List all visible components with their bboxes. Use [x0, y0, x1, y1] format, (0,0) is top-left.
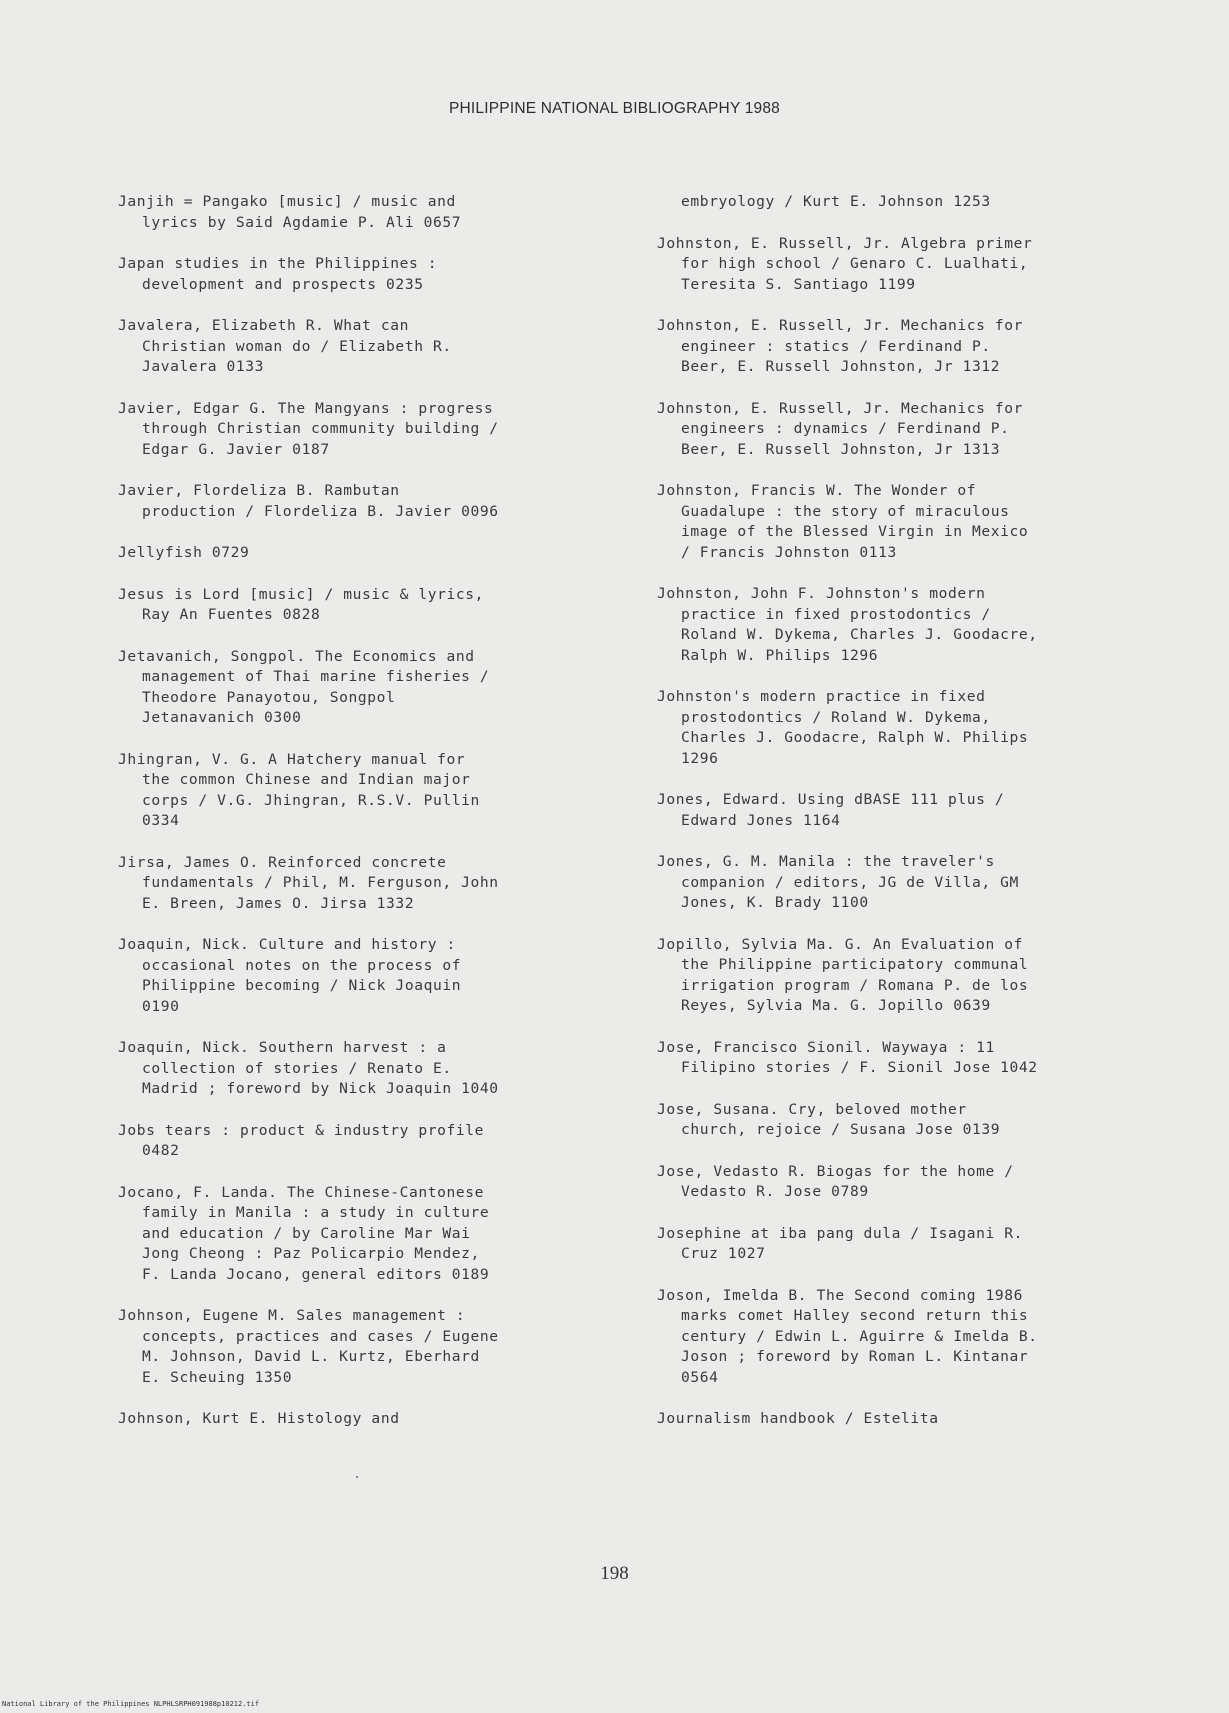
- bib-entry: Johnston, Francis W. The Wonder of Guadalupe : the story of miraculous image of the Blessed Virgin in Mexico / Francis Johnston 0113: [657, 482, 1029, 561]
- paper-speck: [356, 1476, 358, 1478]
- right-column: [657, 192, 1147, 1451]
- bib-entry: Jopillo, Sylvia Ma. G. An Evaluation of the Philippine participatory communal irrigation program / Romana P. de los Reyes, Sylvia Ma. G. Jopillo 0639: [657, 935, 1029, 1014]
- bib-entry: Jhingran, V. G. A Hatchery manual for the common Chinese and Indian major corps / V.G. Jhingran, R.S.V. Pullin 0334: [118, 750, 480, 829]
- bib-entry: Joson, Imelda B. The Second coming 1986 marks comet Halley second return this century / Edwin L. Aguirre & Imelda B. Joson ; foreword by Roman L. Kintanar 0564: [657, 1286, 1038, 1386]
- bib-entry: Johnston, John F. Johnston's modern practice in fixed prostodontics / Roland W. Dykema, Charles J. Goodacre, Ralph W. Philips 1296: [657, 585, 1038, 664]
- left-column: [118, 192, 608, 1451]
- bib-entry: Johnston, E. Russell, Jr. Algebra primer for high school / Genaro C. Lualhati, Teresita S. Santiago 1199: [657, 234, 1033, 293]
- bib-entry: Journalism handbook / Estelita: [657, 1410, 939, 1427]
- bib-entry: Johnson, Eugene M. Sales management : concepts, practices and cases / Eugene M. Johnson, David L. Kurtz, Eberhard E. Scheuing 1350: [118, 1307, 499, 1386]
- bib-entry: Jose, Vedasto R. Biogas for the home / Vedasto R. Jose 0789: [657, 1162, 1014, 1200]
- bib-entry: Johnston, E. Russell, Jr. Mechanics for engineer : statics / Ferdinand P. Beer, E. Russell Johnston, Jr 1312: [657, 317, 1024, 375]
- bib-entry: Javalera, Elizabeth R. What can Christian woman do / Elizabeth R. Javalera 0133: [118, 317, 452, 375]
- bib-entry-continuation: embryology / Kurt E. Johnson 1253: [681, 193, 991, 210]
- bib-entry: Jirsa, James O. Reinforced concrete fundamentals / Phil, M. Ferguson, John E. Breen, James O. Jirsa 1332: [118, 853, 499, 912]
- bib-entry: Jocano, F. Landa. The Chinese-Cantonese family in Manila : a study in culture and education / by Caroline Mar Wai Jong Cheong : Paz Policarpio Mendez, F. Landa Jocano, general editors 0189: [118, 1183, 490, 1283]
- bib-entry: Joaquin, Nick. Southern harvest : a collection of stories / Renato E. Madrid ; foreword by Nick Joaquin 1040: [118, 1039, 499, 1097]
- page-number: 198: [600, 1563, 629, 1584]
- bib-entry: Johnson, Kurt E. Histology and: [118, 1410, 400, 1427]
- scan-footer-caption: National Library of the Philippines NLPHLSRPH091988p10212.tif: [2, 1700, 260, 1708]
- bib-entry: Jetavanich, Songpol. The Economics and management of Thai marine fisheries / Theodore Panayotou, Songpol Jetanavanich 0300: [118, 647, 490, 726]
- bib-entry: Jones, G. M. Manila : the traveler's companion / editors, JG de Villa, GM Jones, K. Brady 1100: [657, 853, 1019, 911]
- bib-entry: Jose, Susana. Cry, beloved mother church, rejoice / Susana Jose 0139: [657, 1100, 1001, 1138]
- bib-entry: Janjih = Pangako [music] / music and lyrics by Said Agdamie P. Ali 0657: [118, 193, 462, 231]
- bib-entry: Jesus is Lord [music] / music & lyrics, Ray An Fuentes 0828: [118, 585, 485, 623]
- bib-entry: Javier, Edgar G. The Mangyans : progress through Christian community building / Edgar G. Javier 0187: [118, 399, 499, 458]
- bib-entry: Jobs tears : product & industry profile 0482: [118, 1121, 485, 1159]
- bib-entry: Joaquin, Nick. Culture and history : occasional notes on the process of Philippine becoming / Nick Joaquin 0190: [118, 936, 462, 1015]
- bib-entry: Johnston, E. Russell, Jr. Mechanics for engineers : dynamics / Ferdinand P. Beer, E. Russell Johnston, Jr 1313: [657, 399, 1024, 458]
- bib-entry: Jones, Edward. Using dBASE 111 plus / Edward Jones 1164: [657, 791, 1005, 829]
- bib-entry: Javier, Flordeliza B. Rambutan production / Flordeliza B. Javier 0096: [118, 482, 499, 520]
- bib-entry: Johnston's modern practice in fixed prostodontics / Roland W. Dykema, Charles J. Goodacre, Ralph W. Philips 1296: [657, 688, 1029, 767]
- bib-entry: Josephine at iba pang dula / Isagani R. Cruz 1027: [657, 1224, 1024, 1262]
- page-title: PHILIPPINE NATIONAL BIBLIOGRAPHY 1988: [448, 100, 780, 117]
- bib-entry: Jellyfish 0729: [118, 544, 250, 561]
- bib-entry: Jose, Francisco Sionil. Waywaya : 11 Filipino stories / F. Sionil Jose 1042: [657, 1038, 1038, 1076]
- bib-entry: Japan studies in the Philippines : development and prospects 0235: [118, 255, 438, 293]
